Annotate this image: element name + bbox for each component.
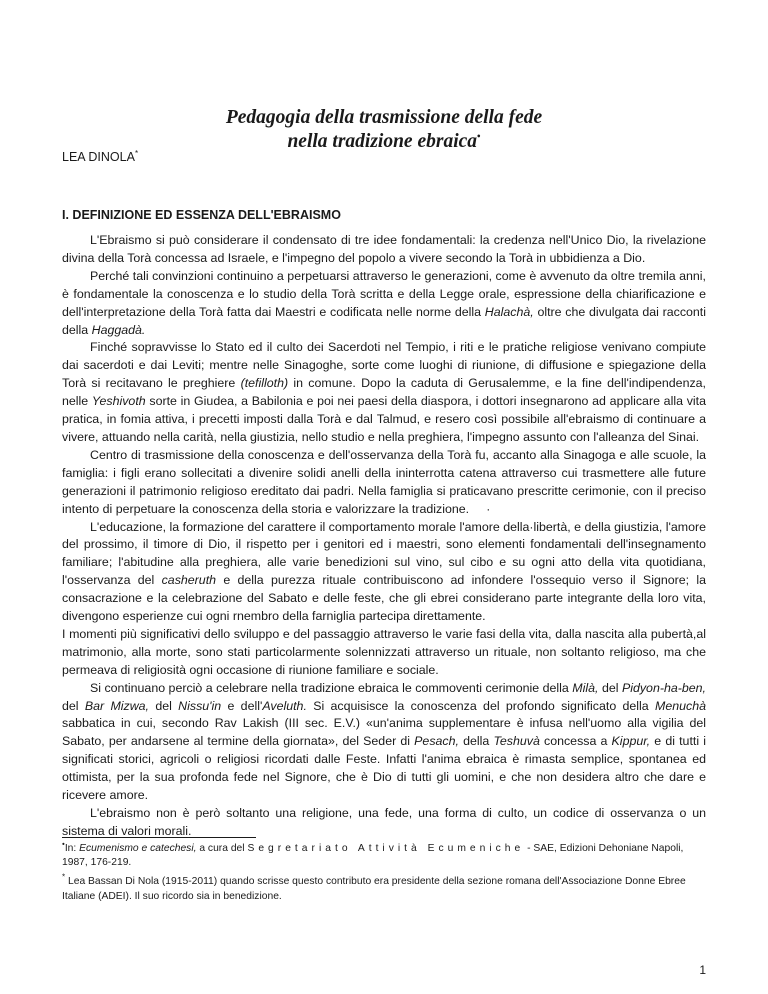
footnotes [62,839,706,909]
body-text [62,232,706,841]
footnote-1: •In: Ecumenismo e catechesi, a cura del Segretariato Attività Ecumeniche - SAE, Edizioni Dehoniane Napoli, 1987, 176-219. [62,839,684,869]
paragraph-6: I momenti più significativi dello sviluppo e del passaggio attraverso le varie fasi della vita, dalla nascita alla pubertà,al matrimonio, alla morte, sono stati particolarmente solennizzati attraverso un rituale, non soltanto religioso, ma che permeava di religiosità ogni occasione di riunione familiare e sociale. [62,626,706,677]
paragraph-7: Si continuano perciò a celebrare nella tradizione ebraica le commoventi cerimonie della Milà, del Pidyon-ha-ben, del Bar Mizwa, del Nissu'in e dell'Aveluth. Si acquisisce la conoscenza del profondo significato della Menuchà sabbatica in cui, secondo Rav Lakish (III sec. E.V.) «un'anima supplementare è infusa nell'uomo alla vigilia del Sabato, per andarsene al termine della giornata», del Seder di Pesach, della Teshuvà concessa a Kippur, e di tutti i significati storici, agricoli o religiosi ricordati dalle Feste. Infatti l'anima ebraica è rimasta semplice, spontanea ed ottimista, per la sua profonda fede nel Signore, che è Dio di tutti gli uomini, e che non desidera altro che dare e ricevere amore. [62,680,706,803]
document-title-line-2: nella tradizione ebraica• [287,131,481,152]
section-heading: I. DEFINIZIONE ED ESSENZA DELL'EBRAISMO [62,208,341,222]
paragraph-5: L'educazione, la formazione del carattere il comportamento morale l'amore della·libertà, e della giustizia, l'amore del prossimo, il timore di Dio, il rispetto per i genitori ed i maestri, sono elementi fondamentali dell'insegnamento familiare; l'abitudine alla preghiera, alle varie benedizioni sul vino, sul cibo e su ogni atto della vita quotidiana, l'osservanza del casheruth e della purezza rituale contribuiscono ad infondere l'ossequio verso il Signore; la consacrazione e la celebrazione del Sabato e delle feste, che gli ebrei considerano parte integrante della loro vita, divengono esperienze cui ogni rnembro della farniglia partecipa direttamente. [62,519,707,624]
paragraph-8: L'ebraismo non è però soltanto una religione, una fede, una forma di culto, un codice di osservanza o un sistema di valori morali. [62,806,706,838]
document-title-line-1: Pedagogia della trasmissione della fede [225,107,543,128]
footnote-2: * Lea Bassan Di Nola (1915-2011) quando scrisse questo contributo era presidente della sezione romana dell'Associazione Donne Ebree Italiane (ADEI). Il suo ricordo sia in benedizione. [62,872,686,902]
footnote-divider [62,837,256,838]
paragraph-3: Finché sopravvisse lo Stato ed il culto dei Sacerdoti nel Tempio, i riti e le pratiche religiose venivano compiute dai sacerdoti e dai Leviti; mentre nelle Sinagoghe, sorte come luoghi di riunione, di diffusione e spiegazione della Torà si recitavano le preghiere (tefilloth) in comune. Dopo la caduta di Gerusalemme, e la fine dell'indipendenza, nelle Yeshivoth sorte in Giudea, a Babilonia e poi nei paesi della diaspora, i dottori insegnarono ad applicare alla vita pratica, in fomia attiva, i precetti imposti dalla Torà e dal Talmud, e resero così possibile all'ebraismo di continuare a vivere, attuando nella carità, nella giustizia, nello studio e nella preghiera, l'impegno assunto con l'alleanza del Sinai. [62,340,706,444]
title-footnote-marker: • [477,131,481,143]
paragraph-4: Centro di trasmissione della conoscenza e dell'osservanza della Torà fu, accanto alla Sinagoga e alle scuole, la famiglia: i figli erano sollecitati a divenire solidi anelli della ininterrotta catena attraverso cui trasmettere alle future generazioni il patrimonio religioso ereditato dai padri. Nella famiglia si praticavano prescritte cerimonie, con il preciso intento di perpetuare la conoscenza della storia e valorizzare la tradizione. · [62,447,706,516]
author-footnote-marker: * [134,148,139,158]
paragraph-1: L'Ebraismo si può considerare il condensato di tre idee fondamentali: la credenza nell'Unico Dio, la rivelazione divina della Torà concessa ad Israele, e l'impegno del popolo a vivere secondo la Torà in ubbidienza a Dio. [62,233,706,265]
paragraph-2: Perché tali convinzioni continuino a perpetuarsi attraverso le generazioni, come è avvenuto da oltre tremila anni, è fondamentale la conoscenza e lo studio della Torà scritta e della Legge orale, espressione della chiarificazione e dell'interpretazione della Torà fatta dai Maestri e codificata nelle norme della Halachà, oltre che divulgata dai racconti della Haggadà. [62,268,707,337]
author-name: LEA DINOLA* [62,148,139,164]
page-number: 1 [699,963,706,977]
